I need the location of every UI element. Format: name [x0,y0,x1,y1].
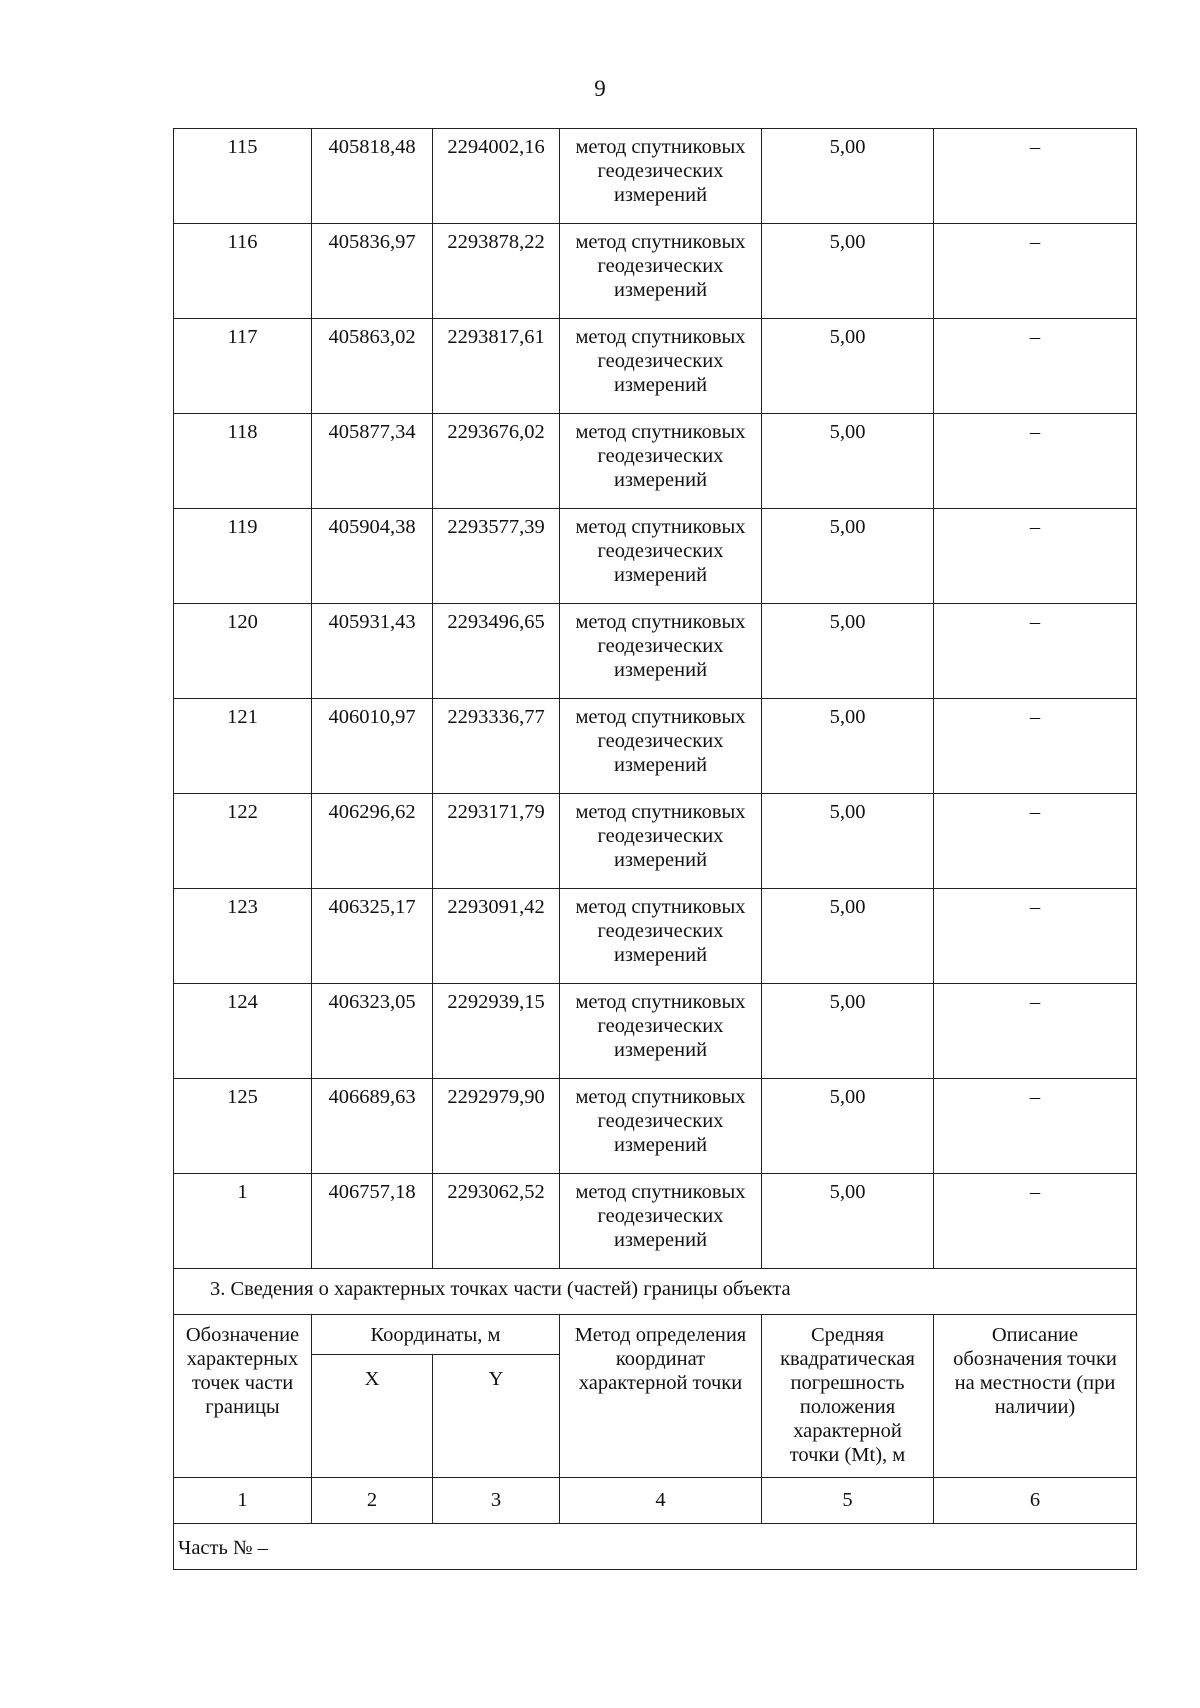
boundary-points-table [173,128,1137,1570]
x-coordinate-cell: 405931,43 [312,604,433,699]
y-coordinate-cell: 2294002,16 [433,129,560,224]
method-cell [560,319,762,414]
method-cell [560,794,762,889]
point-number-cell: 116 [174,224,312,319]
mean-square-error-cell: 5,00 [762,129,934,224]
header-point-designation: Обозначение характерных точек части границы [174,1315,312,1478]
column-number: 1 [174,1478,312,1524]
description-cell: – [934,1174,1137,1269]
x-coordinate-cell: 406689,63 [312,1079,433,1174]
column-numbers-row [174,1478,1137,1524]
header-x: X [312,1355,433,1478]
method-line: метод спутниковых [575,136,746,158]
table-row [174,794,1137,889]
method-line: метод спутниковых [575,1086,746,1108]
mean-square-error-cell: 5,00 [762,889,934,984]
x-coordinate-cell: 406325,17 [312,889,433,984]
method-line: геодезических [597,635,724,657]
x-coordinate-cell: 406296,62 [312,794,433,889]
method-cell [560,699,762,794]
part-label: Часть № – [174,1524,1137,1570]
description-cell: – [934,1079,1137,1174]
method-cell [560,604,762,699]
description-cell: – [934,889,1137,984]
x-coordinate-cell: 405863,02 [312,319,433,414]
mean-square-error-cell: 5,00 [762,319,934,414]
table-row [174,224,1137,319]
method-line: измерений [613,564,708,586]
column-number: 2 [312,1478,433,1524]
x-coordinate-cell: 405836,97 [312,224,433,319]
method-line: геодезических [597,730,724,752]
method-line: измерений [613,754,708,776]
method-line: геодезических [597,350,724,372]
description-cell: – [934,509,1137,604]
method-line: измерений [613,1134,708,1156]
column-number: 6 [934,1478,1137,1524]
description-cell: – [934,129,1137,224]
header-mean-square-error: Средняя квадратическая погрешность положения характерной точки (Mt), м [762,1315,934,1478]
method-line: измерений [613,279,708,301]
method-cell [560,129,762,224]
point-number-cell: 117 [174,319,312,414]
point-number-cell: 115 [174,129,312,224]
method-line: метод спутниковых [575,326,746,348]
point-number-cell: 125 [174,1079,312,1174]
x-coordinate-cell: 406010,97 [312,699,433,794]
points-table-body [174,129,1137,1269]
method-line: измерений [613,944,708,966]
y-coordinate-cell: 2292979,90 [433,1079,560,1174]
mean-square-error-cell: 5,00 [762,699,934,794]
method-line: метод спутниковых [575,991,746,1013]
description-cell: – [934,319,1137,414]
method-cell [560,414,762,509]
x-coordinate-cell: 406757,18 [312,1174,433,1269]
y-coordinate-cell: 2293496,65 [433,604,560,699]
method-line: геодезических [597,255,724,277]
method-line: геодезических [597,920,724,942]
y-coordinate-cell: 2292939,15 [433,984,560,1079]
method-line: метод спутниковых [575,611,746,633]
method-cell [560,509,762,604]
method-line: измерений [613,1229,708,1251]
table-row [174,604,1137,699]
y-coordinate-cell: 2293817,61 [433,319,560,414]
mean-square-error-cell: 5,00 [762,1079,934,1174]
section3-body [174,1269,1137,1570]
method-line: метод спутниковых [575,1181,746,1203]
column-number: 4 [560,1478,762,1524]
method-line: измерений [613,659,708,681]
mean-square-error-cell: 5,00 [762,604,934,699]
description-cell: – [934,699,1137,794]
method-line: метод спутниковых [575,896,746,918]
y-coordinate-cell: 2293878,22 [433,224,560,319]
method-line: геодезических [597,160,724,182]
method-line: геодезических [597,540,724,562]
x-coordinate-cell: 405818,48 [312,129,433,224]
method-line: измерений [613,184,708,206]
description-cell: – [934,224,1137,319]
method-line: геодезических [597,1110,724,1132]
table-row [174,129,1137,224]
description-cell: – [934,794,1137,889]
method-line: метод спутниковых [575,706,746,728]
table-row [174,699,1137,794]
method-line: измерений [613,469,708,491]
mean-square-error-cell: 5,00 [762,1174,934,1269]
mean-square-error-cell: 5,00 [762,414,934,509]
y-coordinate-cell: 2293676,02 [433,414,560,509]
table-row [174,509,1137,604]
table-row [174,414,1137,509]
method-line: измерений [613,849,708,871]
section3-title: 3. Сведения о характерных точках части (частей) границы объекта [174,1269,1137,1315]
point-number-cell: 119 [174,509,312,604]
y-coordinate-cell: 2293336,77 [433,699,560,794]
table-row [174,889,1137,984]
x-coordinate-cell: 406323,05 [312,984,433,1079]
table-row [174,1174,1137,1269]
point-number-cell: 118 [174,414,312,509]
description-cell: – [934,984,1137,1079]
table-row [174,1079,1137,1174]
method-line: метод спутниковых [575,231,746,253]
page-number: 9 [594,76,606,101]
point-number-cell: 1 [174,1174,312,1269]
method-line: геодезических [597,825,724,847]
mean-square-error-cell: 5,00 [762,224,934,319]
description-cell: – [934,414,1137,509]
method-cell [560,889,762,984]
method-line: измерений [613,1039,708,1061]
method-cell [560,224,762,319]
method-line: геодезических [597,445,724,467]
table-row [174,319,1137,414]
method-cell [560,1079,762,1174]
point-number-cell: 123 [174,889,312,984]
table-row [174,984,1137,1079]
mean-square-error-cell: 5,00 [762,509,934,604]
header-coordinates: Координаты, м [312,1315,560,1355]
method-line: метод спутниковых [575,516,746,538]
method-line: геодезических [597,1205,724,1227]
column-number: 3 [433,1478,560,1524]
y-coordinate-cell: 2293171,79 [433,794,560,889]
header-description: Описание обозначения точки на местности (при наличии) [934,1315,1137,1478]
point-number-cell: 124 [174,984,312,1079]
x-coordinate-cell: 405877,34 [312,414,433,509]
y-coordinate-cell: 2293091,42 [433,889,560,984]
description-cell: – [934,604,1137,699]
point-number-cell: 122 [174,794,312,889]
method-line: метод спутниковых [575,801,746,823]
point-number-cell: 121 [174,699,312,794]
mean-square-error-cell: 5,00 [762,794,934,889]
method-cell [560,984,762,1079]
method-line: геодезических [597,1015,724,1037]
method-line: измерений [613,374,708,396]
y-coordinate-cell: 2293577,39 [433,509,560,604]
method-cell [560,1174,762,1269]
header-method: Метод определения координат характерной точки [560,1315,762,1478]
column-number: 5 [762,1478,934,1524]
method-line: метод спутниковых [575,421,746,443]
point-number-cell: 120 [174,604,312,699]
mean-square-error-cell: 5,00 [762,984,934,1079]
y-coordinate-cell: 2293062,52 [433,1174,560,1269]
x-coordinate-cell: 405904,38 [312,509,433,604]
header-y: Y [433,1355,560,1478]
